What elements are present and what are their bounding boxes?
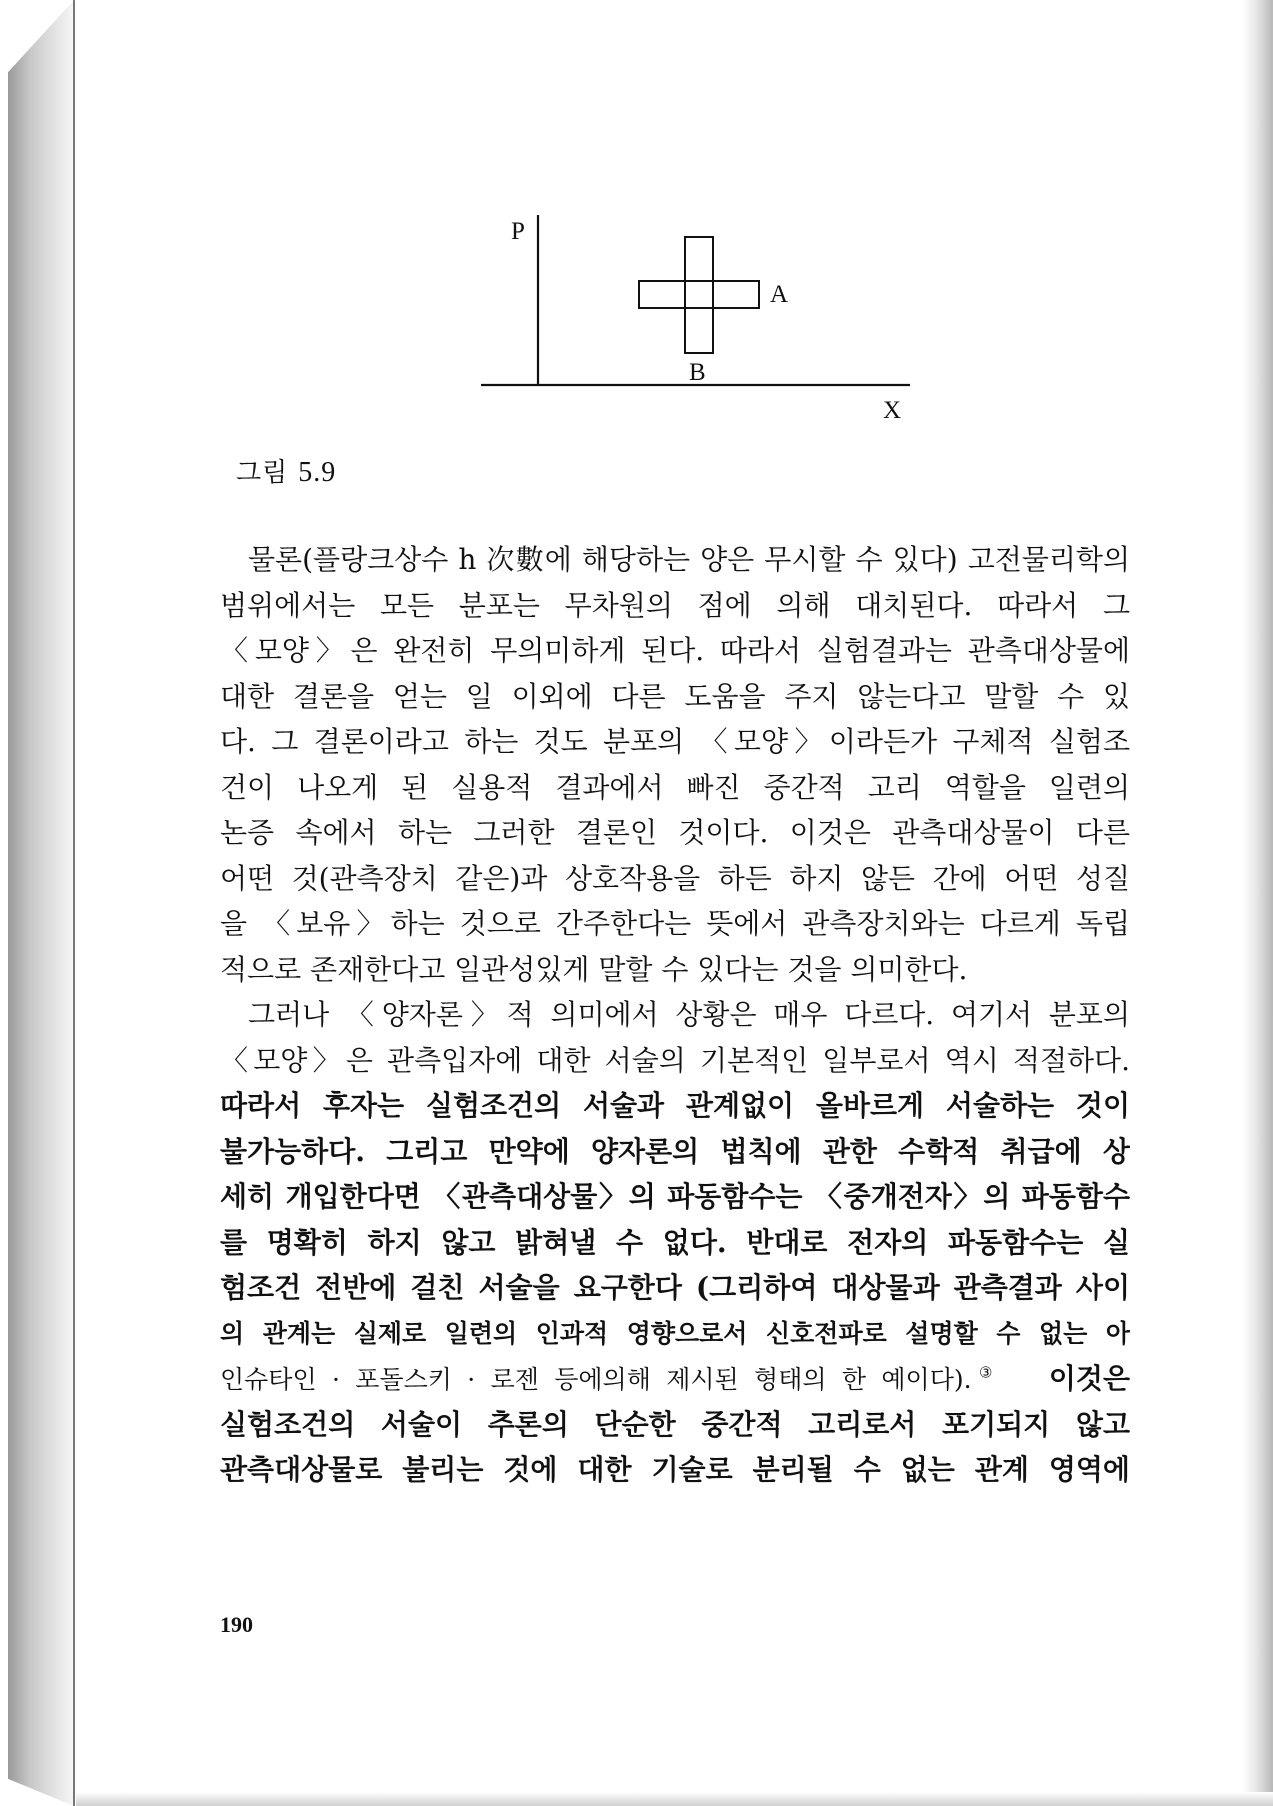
body-text [220, 537, 1130, 1493]
book-edge [8, 0, 74, 1806]
text-line: 논증 속에서 하는 그러한 결론인 것이다. 이것은 관측대상물이 다른 [220, 816, 1130, 849]
text-line: 불가능하다. 그리고 만약에 양자론의 법칙에 관한 수학적 취급에 상 [220, 1134, 1130, 1168]
paragraph-1 [220, 537, 1130, 992]
p-axis-label: P [511, 218, 525, 245]
text-line-segment: 이것은 [1048, 1362, 1130, 1395]
text-line: 대한 결론을 얻는 일 이외에 다른 도움을 주지 않는다고 말할 수 있 [220, 679, 1130, 713]
text-line: 험조건 전반에 걸친 서술을 요구한다 (그리하여 대상물과 관측결과 사이 [220, 1271, 1130, 1304]
text-line: 어떤 것(관측장치 같은)과 상호작용을 하든 하지 않든 간에 어떤 성질 [220, 861, 1130, 895]
text-line: 세히 개입한다면 〈관측대상물〉의 파동함수는 〈중개전자〉의 파동함수 [220, 1180, 1130, 1213]
figure-5-9 [478, 205, 918, 435]
distribution-b [685, 237, 713, 353]
text-line: 적으로 존재한다고 일관성있게 말할 수 있다는 것을 의미한다. [220, 952, 968, 986]
caption-label: 그림 [236, 458, 289, 488]
text-line: 다. 그 결론이라고 하는 것도 분포의 〈모양〉이라든가 구체적 실험조 [220, 725, 1130, 758]
text-line: 를 명확히 하지 않고 밝혀낼 수 없다. 반대로 전자의 파동함수는 실 [220, 1225, 1130, 1259]
page-number: 190 [220, 1612, 253, 1637]
text-line: 〈모양〉은 완전히 무의미하게 된다. 따라서 실험결과는 관측대상물에 [220, 634, 1130, 667]
text-line: 건이 나오게 된 실용적 결과에서 빠진 중간적 고리 역할을 일련의 [220, 770, 1130, 804]
label-a: A [770, 281, 789, 308]
text-line: 을 〈보유〉하는 것으로 간주한다는 뜻에서 관측장치와는 다르게 독립 [220, 907, 1130, 940]
text-line-segment: 인슈타인 · 포돌스키 · 로젠 등에의해 제시된 형태의 한 예이다). [220, 1365, 972, 1394]
text-line: 〈모양〉은 관측입자에 대한 서술의 기본적인 일부로서 역시 적절하다. [220, 1043, 1130, 1077]
text-line [220, 1356, 1130, 1402]
text-line: 따라서 후자는 실험조건의 서술과 관계없이 올바르게 서술하는 것이 [220, 1089, 1130, 1122]
text-line: 의 관계는 실제로 일련의 인과적 영향으로서 신호전파로 설명할 수 없는 아 [220, 1318, 1130, 1348]
distribution-a [639, 281, 759, 308]
text-line: 관측대상물로 불리는 것에 대한 기술로 분리될 수 없는 관계 영역에 [220, 1453, 1130, 1486]
text-line: 물론(플랑크상수 h 次數에 해당하는 양은 무시할 수 있다) 고전물리학의 [248, 543, 1130, 576]
footnote-marker: ③ [971, 1363, 1000, 1382]
label-b: B [689, 359, 706, 386]
page-bottom-shadow [76, 1792, 1273, 1806]
book-spine-line [73, 0, 75, 1806]
text-line: 그러나 〈양자론〉적 의미에서 상황은 매우 다르다. 여기서 분포의 [248, 998, 1130, 1031]
paragraph-2 [220, 992, 1130, 1493]
phase-space-diagram [478, 205, 918, 435]
text-line: 실험조건의 서술이 추론의 단순한 중간적 고리로서 포기되지 않고 [220, 1407, 1130, 1441]
text-line: 범위에서는 모든 분포는 무차원의 점에 의해 대치된다. 따라서 그 [220, 588, 1130, 622]
caption-number: 5.9 [298, 457, 337, 488]
figure-caption [236, 452, 336, 489]
x-axis-label: X [883, 397, 902, 424]
page-right-shadow [1243, 0, 1273, 1806]
